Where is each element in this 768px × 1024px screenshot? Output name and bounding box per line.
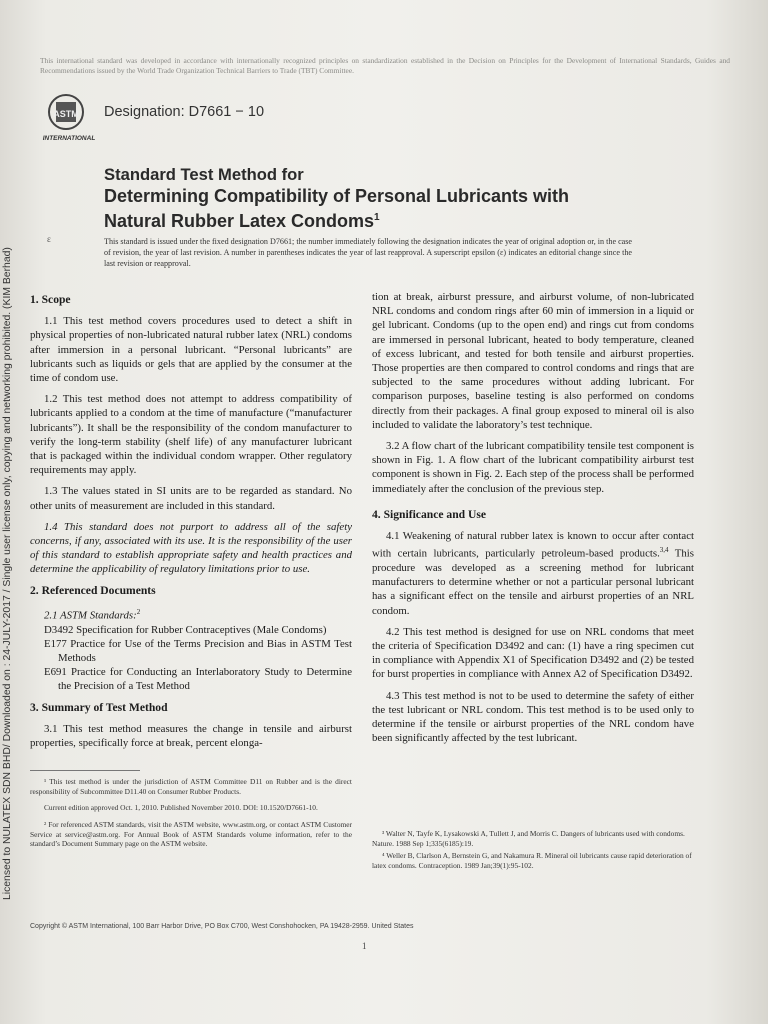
right-column (372, 290, 694, 752)
para-4-2: 4.2 This test method is designed for use on NRL condoms that meet the criteria of Specification D3492 and can: (1) have a ring specimen cut in compliance with Appendix X1 of Specification D3492 and (2) be tested for burst properties in compliance with Annex A2 of Specification D3492. (372, 625, 694, 681)
para-1-4: 1.4 This standard does not purport to address all of the safety concerns, if any, associated with its use. It is the responsibility of the user of this standard to establish appropriate safety and health practices and determine the applicability of regulatory limitations prior to use. (30, 520, 352, 576)
significance-heading: 4. Significance and Use (372, 507, 487, 521)
para-4-1 (372, 529, 694, 618)
ref-e691: E691 Practice for Conducting an Interlaboratory Study to Determine the Precision of a Test Method (44, 666, 352, 693)
footnote-4: ⁴ Weller B, Clarlson A, Bernstein G, and Nakamura R. Mineral oil lubricants cause rapid deterioration of latex condoms. Contraception. 1989 Jan;39(1):95-102. (372, 851, 692, 870)
title-line-3: Natural Rubber Latex Condoms (104, 211, 375, 231)
margin-mark: ε (47, 234, 51, 244)
footnote-1: ¹ This test method is under the jurisdiction of ASTM Committee D11 on Rubber and is the direct responsibility of Subcommittee D11.40 on Consumer Rubber Products. (30, 777, 352, 796)
document-title (104, 164, 704, 233)
license-stamp: Licensed to NULATEX SDN BHD/ Downloaded on : 24-JULY-2017 / Single user license only, copying and networking prohibited. (KIM Berhad) (2, 247, 13, 900)
footnote-1b: Current edition approved Oct. 1, 2010. Published November 2010. DOI: 10.1520/D7661-10. (44, 803, 318, 813)
logo-text: INTERNATIONAL (42, 135, 96, 142)
para-3-1: 3.1 This test method measures the change in tensile and airburst properties, specifically force at break, percent elonga- (30, 722, 352, 750)
title-line-2: Determining Compatibility of Personal Lubricants with (104, 185, 570, 206)
designation: Designation: D7661 − 10 (104, 104, 265, 120)
para-4-1-mark: 3,4 (659, 546, 669, 555)
para-3-2: 3.2 A flow chart of the lubricant compatibility tensile test component is shown in Fig. 1. A flow chart of the lubricant compatibility airburst test component is shown in Fig. 2. Each step of the process shall be performed immediately after the conclusion of the previous step. (372, 440, 694, 495)
ref-e177: E177 Practice for Use of the Terms Precision and Bias in ASTM Test Methods (44, 637, 352, 665)
para-4-3: 4.3 This test method is not to be used to determine the safety of either the test lubricant or NRL condom. This test method is to be used only to determine if the tensile or airburst properties of the NRL condom have been significantly affected by the test lubricant. (372, 689, 694, 745)
copyright-line: Copyright © ASTM International, 100 Barr Harbor Drive, PO Box C700, West Conshohocken, PA 19428-2959. United States (30, 923, 414, 930)
para-1-1: 1.1 This test method covers procedures used to detect a shift in physical properties of non-lubricated natural rubber latex (NRL) condoms after immersion in a personal lubricant. “Personal lubricants” are lubricants such as liquids or gels that are applied by the consumer at the time of condom use. (30, 315, 352, 385)
para-1-2: 1.2 This test method does not attempt to address compatibility of lubricants applied to a condom at the time of manufacture (“manufacturer lubricants”). It shall be the responsibility of the condom manufacturer to verify the long-term stability (shelf life) of any manufacturer lubricant that is packaged within the individual condom wrapper. Other regulatory requirements may apply. (30, 393, 352, 477)
refs-heading: 2. Referenced Documents (30, 583, 156, 597)
refs-footnote-mark: 2 (136, 607, 141, 616)
footnote-3: ³ Walter N, Tayfe K, Lysakowski A, Tullett J, and Morris C. Dangers of lubricants used with condoms. Nature. 1988 Sep 1;335(6185):19. (372, 829, 685, 848)
summary-heading: 3. Summary of Test Method (30, 700, 168, 714)
astm-logo (38, 88, 100, 144)
para-4-1-a: 4.1 Weakening of natural rubber latex is known to occur after contact with certain lubricants, particularly petroleum-based products. (372, 530, 694, 560)
refs-subheading-text: 2.1 ASTM Standards: (44, 609, 137, 622)
page-number: 1 (362, 941, 367, 951)
svg-text:ASTM: ASTM (53, 109, 79, 119)
right-footnotes (372, 829, 702, 873)
title-line-3-wrap (104, 207, 704, 233)
refs-subheading (30, 605, 352, 623)
footnote-divider (30, 770, 140, 771)
intro-paragraph: This standard is issued under the fixed designation D7661; the number immediately following the designation indicates the year of original adoption or, in the case of revision, the year of last revision. A number in parentheses indicates the year of last reapproval. A superscript epsilon (ε) indicates an editorial change since the last revision or reapproval. (104, 237, 632, 269)
scope-heading: 1. Scope (30, 293, 71, 306)
para-3-1-cont: tion at break, airburst pressure, and airburst volume, of non-lubricated NRL condoms and condom rings after 60 min of immersion in a liquid or gel lubricant. Condoms (up to the open end) and rings cut from condoms are immersed in personal lubricant, heated to body temperature, cleaned of excess lubricant, and tested for both tensile and airburst properties. Those properties are then compared to control condoms and rings that are subjected to the same procedures without adding lubricant. For comparison purposes, baseline testing is also performed on condoms directly from their packages. A final group exposed to mineral oil is also included to validate the laboratory’s test technique. (372, 291, 694, 431)
para-4-1-b: This procedure was developed as a screening method for lubricant manufacturers to determine whether or not a particular personal lubricant has a significant effect on the tensile and airburst properties of an NRL condom. (372, 547, 694, 617)
left-column (30, 290, 352, 856)
para-1-3: 1.3 The values stated in SI units are to be regarded as standard. No other units of measurement are included in this standard. (30, 485, 352, 512)
title-footnote-mark: 1 (374, 212, 380, 223)
wto-notice: This international standard was developed in accordance with internationally recognized principles on standardization established in the Decision on Principles for the Development of International Standards, Guides and Recommendations issued by the World Trade Organization Technical Barriers to Trade (TBT) Committee. (40, 56, 730, 75)
title-line-1: Standard Test Method for (104, 165, 304, 184)
ref-d3492: D3492 Specification for Rubber Contraceptives (Male Condoms) (44, 623, 327, 636)
footnote-2: ² For referenced ASTM standards, visit the ASTM website, www.astm.org, or contact ASTM Customer Service at service@astm.org. For Annual Book of ASTM Standards volume information, refer to the standard’s Document Summary page on the ASTM website. (30, 820, 352, 849)
